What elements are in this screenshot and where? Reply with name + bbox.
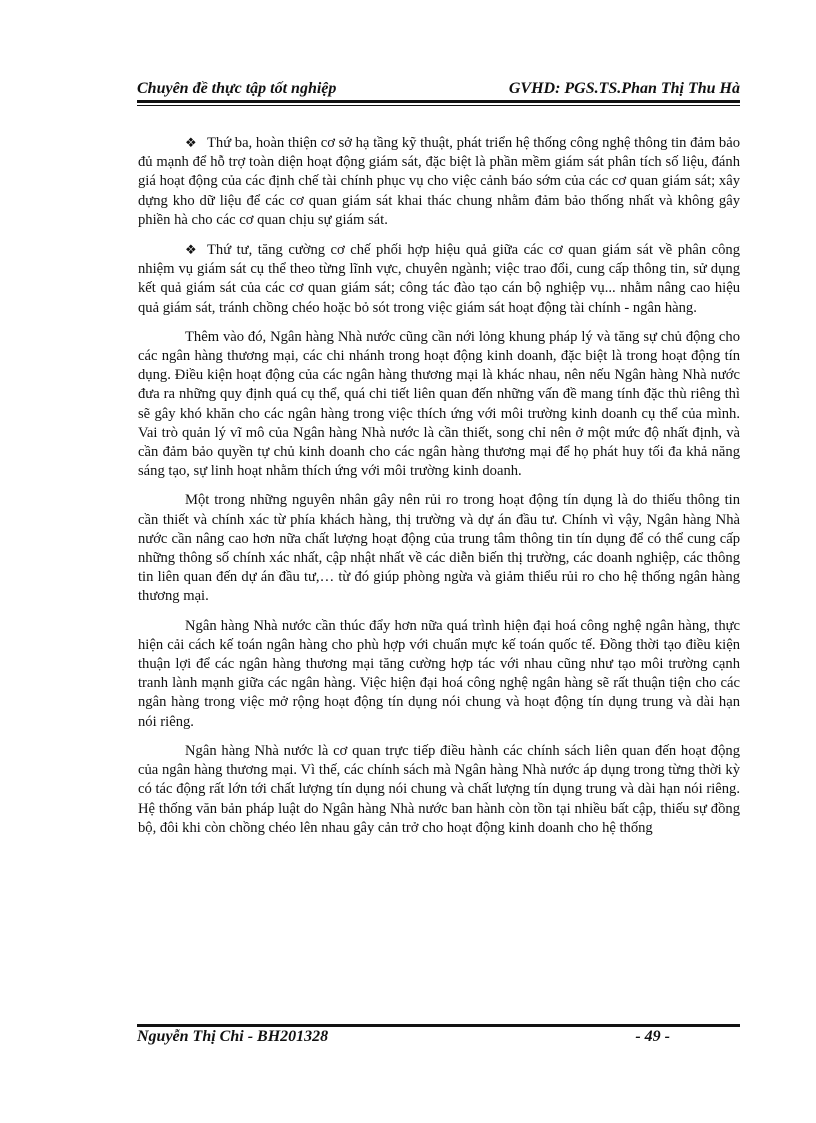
diamond-bullet-icon: ❖ [185,135,197,150]
footer-rule [137,1024,740,1027]
footer-author: Nguyễn Thị Chi - BH201328 [137,1028,329,1045]
header-title: Chuyên đề thực tập tốt nghiệp [137,80,337,97]
header-rule-thick [137,100,740,103]
paragraph-6: Ngân hàng Nhà nước là cơ quan trực tiếp điều hành các chính sách liên quan đến hoạt động của ngân hàng thương mại. Vì thế, các chính sách mà Ngân hàng Nhà nước áp dụng trong từng thời kỳ có tác động rất lớn tới chất lượng tín dụng nói chung và chất lượng tín dụng trung và dài hạn nói riêng. Hệ thống văn bản pháp luật do Ngân hàng Nhà nước ban hành còn tồn tại nhiều bất cập, thiếu sự đồng bộ, đôi khi còn chồng chéo lên nhau gây cản trở cho hoạt động kinh doanh cho hệ thống [138,742,740,836]
paragraph-bullet-1 [138,133,740,230]
diamond-bullet-icon: ❖ [185,242,197,258]
paragraph-text: Thứ tư, tăng cường cơ chế phối hợp hiệu quả giữa các cơ quan giám sát về phân công nhiệm vụ giám sát cụ thể theo từng lĩnh vực, chuyên ngành; việc trao đổi, cung cấp thông tin, sử dụng kết quả giám sát của các cơ quan giám sát; công tác đào tạo cán bộ nghiệp vụ... nhằm nâng cao hiệu quả giám sát, tránh chồng chéo hoặc bỏ sót trong việc giám sát hoạt động tài chính - ngân hàng. [138,242,740,316]
page-number: - 49 - [635,1028,670,1045]
page-body [138,133,740,848]
paragraph-bullet-2 [138,240,740,318]
page-footer [137,1028,740,1050]
paragraph-4: Một trong những nguyên nhân gây nên rủi ro trong hoạt động tín dụng là do thiếu thông tin cần thiết và chính xác từ phía khách hàng, thị trường và dự án đầu tư. Chính vì vậy, Ngân hàng Nhà nước cần nâng cao hơn nữa chất lượng hoạt động của trung tâm thông tin tín dụng để có thể cung cấp những thông số chính xác nhất, cập nhật nhất về các diễn biến thị trường, các doanh nghiệp, các thông tin liên quan đến dự án đầu tư,… từ đó giúp phòng ngừa và giảm thiểu rủi ro cho hệ thống ngân hàng thương mại. [138,492,740,605]
paragraph-text: Thứ ba, hoàn thiện cơ sở hạ tầng kỹ thuật, phát triển hệ thống công nghệ thông tin đảm bảo đủ mạnh để hỗ trợ toàn diện hoạt động giám sát, đặc biệt là phần mềm giám sát phân tích số liệu, đánh giá hoạt động của các định chế tài chính phục vụ cho việc cảnh báo sớm của các cơ quan giám sát; xây dựng kho dữ liệu để các cơ quan giám sát khai thác chung nhằm đảm bảo thống nhất và không gây phiền hà cho các cơ quan chịu sự giám sát. [138,135,740,228]
paragraph-3: Thêm vào đó, Ngân hàng Nhà nước cũng cần nới lỏng khung pháp lý và tăng sự chủ động cho các ngân hàng thương mại, các chi nhánh trong hoạt động kinh doanh, đặc biệt là trong hoạt động tín dụng. Điều kiện hoạt động của các ngân hàng thương mại là khác nhau, nên nếu Ngân hàng Nhà nước đưa ra những quy định quá cụ thể, quá chi tiết liên quan đến những vấn đề mang tính đặc thù riêng thì sẽ gây khó khăn cho các ngân hàng trong việc thích ứng với môi trường kinh doanh cụ thể của mình. Vai trò quản lý vĩ mô của Ngân hàng Nhà nước là cần thiết, song chỉ nên ở một mức độ nhất định, và cần đảm bảo quyền tự chủ kinh doanh cho các ngân hàng thương mại để họ phát huy tối đa khả năng sáng tạo, sự linh hoạt nhằm thích ứng với môi trường kinh doanh. [138,328,740,480]
header-rule-thin [137,105,740,106]
paragraph-5: Ngân hàng Nhà nước cần thúc đẩy hơn nữa quá trình hiện đại hoá công nghệ ngân hàng, thực hiện cải cách kế toán ngân hàng cho phù hợp với chuẩn mực kế toán quốc tế. Đồng thời tạo điều kiện thuận lợi để các ngân hàng thương mại tăng cường hợp tác với nhau cũng như tạo môi trường cạnh tranh lành mạnh giữa các ngân hàng. Việc hiện đại hoá công nghệ ngân hàng sẽ rất thuận tiện cho các ngân hàng trong việc mở rộng hoạt động tín dụng nói chung và hoạt động tín dụng trung và dài hạn nói riêng. [138,617,740,730]
header-supervisor: GVHD: PGS.TS.Phan Thị Thu Hà [508,80,740,97]
page-header [137,72,740,98]
